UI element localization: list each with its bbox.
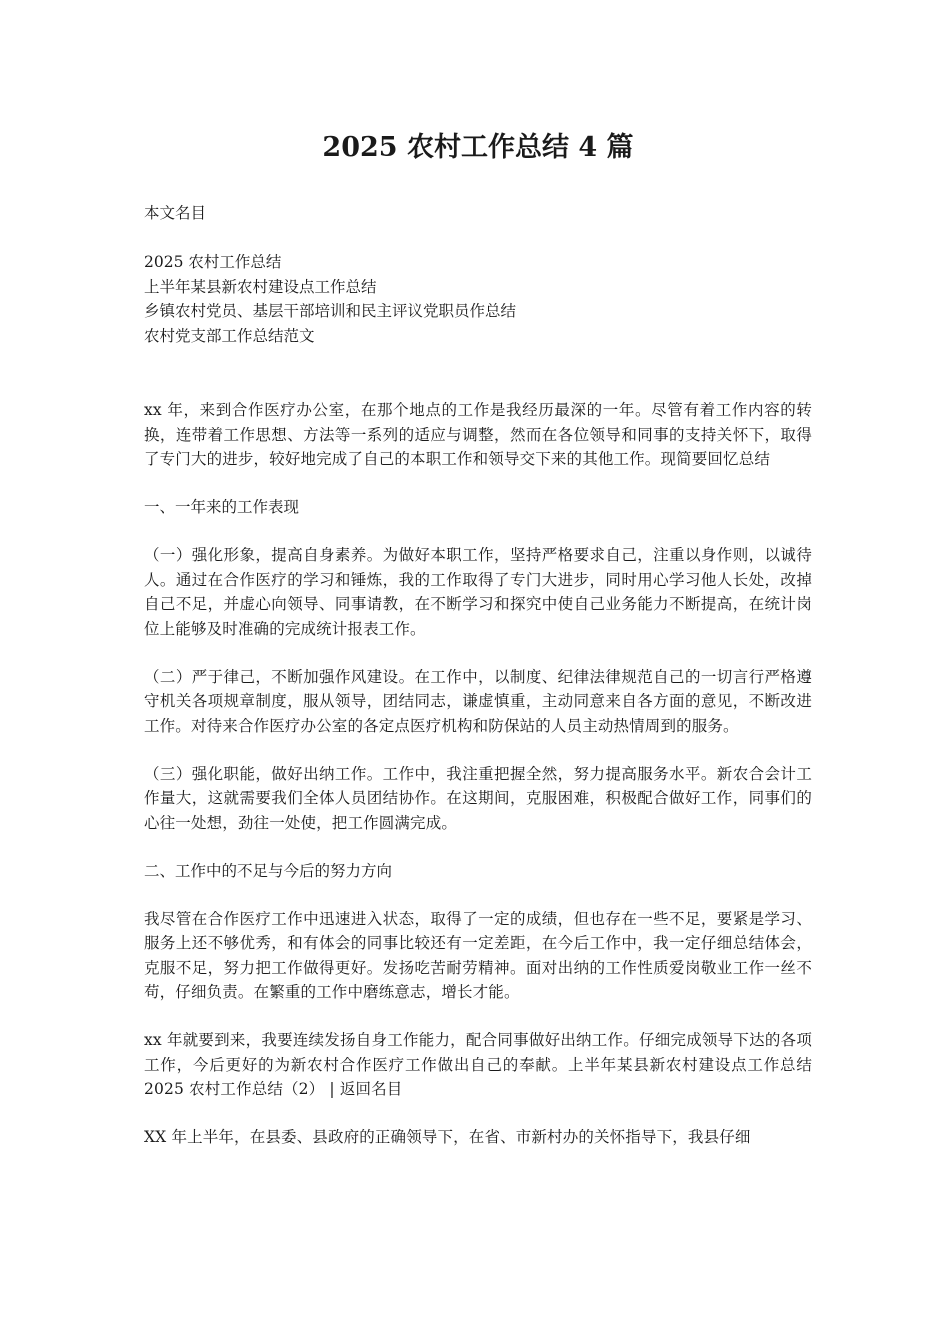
toc-item[interactable]: 2025 农村工作总结 — [144, 253, 282, 271]
document-body — [144, 398, 812, 1173]
section-heading: 一、一年来的工作表现 — [144, 498, 300, 516]
body-paragraph: （二）严于律己，不断加强作风建设。在工作中，以制度、纪律法律规范自己的一切言行严格遵守机关各项规章制度，服从领导，团结同志，谦虚慎重，主动同意来自各方面的意见，不断改进工作。对待来合作医疗办公室的各定点医疗机构和防保站的人员主动热情周到的服务。 — [144, 667, 812, 735]
body-paragraph: xx 年，来到合作医疗办公室，在那个地点的工作是我经历最深的一年。尽管有着工作内容的转换，连带着工作思想、方法等一系列的适应与调整，然而在各位领导和同事的支持关怀下，取得了专门大的进步，较好地完成了自己的本职工作和领导交下来的其他工作。现简要回忆总结 — [144, 401, 812, 468]
body-paragraph: XX 年上半年，在县委、县政府的正确领导下，在省、市新村办的关怀指导下，我县仔细 — [144, 1128, 751, 1146]
toc-item[interactable]: 上半年某县新农村建设点工作总结 — [144, 277, 377, 296]
toc-item[interactable]: 农村党支部工作总结范文 — [144, 326, 315, 345]
toc-heading: 本文名目 — [144, 204, 207, 222]
body-paragraph: （一）强化形象，提高自身素养。为做好本职工作，坚持严格要求自己，注重以身作则，以诚待人。通过在合作医疗的学习和锤炼，我的工作取得了专门大进步，同时用心学习他人长处，改掉自己不足，并虚心向领导、同事请教，在不断学习和探究中使自己业务能力不断提高，在统计岗位上能够及时准确的完成统计报表工作。 — [144, 546, 812, 638]
body-paragraph: （三）强化职能，做好出纳工作。工作中，我注重把握全然，努力提高服务水平。新农合会计工作量大，这就需要我们全体人员团结协作。在这期间，克服困难，积极配合做好工作，同事们的心往一处想，劲往一处使，把工作圆满完成。 — [144, 764, 812, 832]
document-title: 2025 农村工作总结 4 篇 — [322, 132, 634, 163]
toc-item[interactable]: 乡镇农村党员、基层干部培训和民主评议党职员作总结 — [144, 302, 517, 320]
body-paragraph: 我尽管在合作医疗工作中迅速进入状态，取得了一定的成绩，但也存在一些不足，要紧是学习、服务上还不够优秀，和有体会的同事比较还有一定差距，在今后工作中，我一定仔细总结体会，克服不足，努力把工作做得更好。发扬吃苦耐劳精神。面对出纳的工作性质爱岗敬业工作一丝不苟，仔细负责。在繁重的工作中磨练意志，增长才能。 — [144, 909, 812, 1001]
body-paragraph: xx 年就要到来，我要连续发扬自身工作能力，配合同事做好出纳工作。仔细完成领导下达的各项工作，今后更好的为新农村合作医疗工作做出自己的奉献。上半年某县新农村建设点工作总结 2025 农村工作总结（2） | 返回名目 — [144, 1031, 812, 1098]
section-heading: 二、工作中的不足与今后的努力方向 — [144, 861, 393, 880]
table-of-contents — [144, 250, 516, 348]
